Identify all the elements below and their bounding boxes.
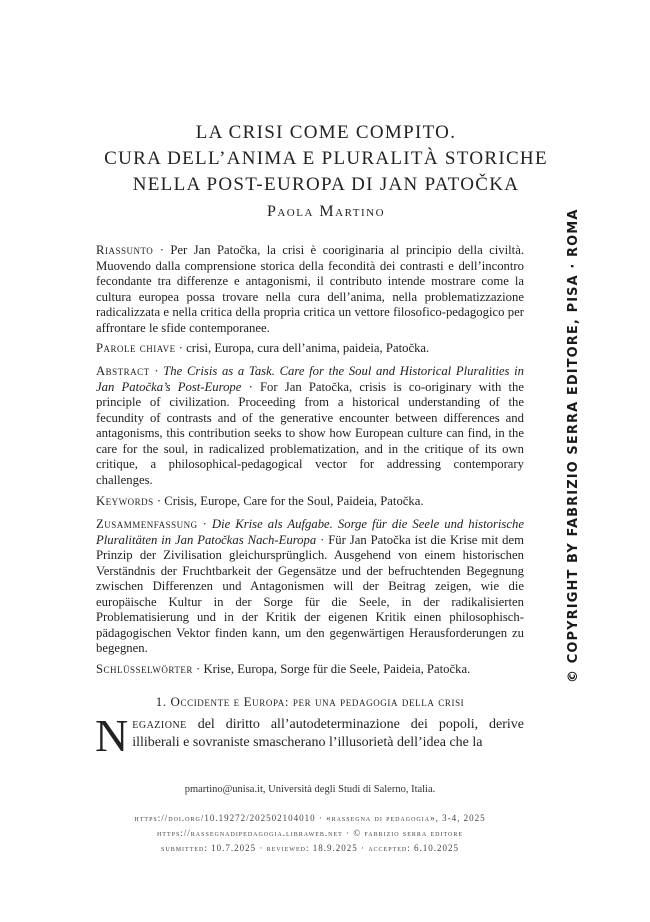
schluesselwoerter-text: Krise, Europa, Sorge für die Seele, Paideia, Patočka. (203, 662, 471, 676)
keywords-separator: · (153, 494, 165, 508)
keywords-text: Crisis, Europe, Care for the Soul, Paideia, Patočka. (164, 494, 424, 508)
copyright-vertical-text: © COPYRIGHT BY FABRIZIO SERRA EDITORE, PISA · ROMA (566, 208, 581, 683)
title-line-3: NELLA POST-EUROPA DI JAN PATOČKA (132, 174, 520, 195)
article-title (60, 120, 592, 198)
author-name: Paola Martino (266, 203, 386, 220)
zusammenfassung-label: Zusammenfassung (96, 517, 198, 531)
zusammenfassung-separator: · (197, 517, 212, 531)
riassunto-label: Riassunto (96, 243, 154, 257)
riassunto-text: Per Jan Patočka, la crisi è cooriginaria al principio della civiltà. Muovendo dalla comprensione storica della fecondità dei contrasti e dell’incontro fecondante tra differenze e antagonismi, il contributo intende mostrare come la cultura europea possa trovare nella cura dell’anima, nella problematizzazione radicalizzata e nella critica della propria critica un vettore filosofico-pedagogico per affrontare le sfide contemporanee. (96, 243, 524, 335)
abstract-text: For Jan Patočka, crisis is co-originary with the principle of civilization. Proceeding from a historical understanding of the fecundity of contrasts and of the generative encounter between differences and antagonisms, this contribution seeks to show how European culture can find, in the care for the soul, in radicalized problematization, and in the critique of its own critique, a philosophical-pedagogical vector for addressing contemporary challenges. (96, 379, 524, 487)
zusammenfassung-title: Die Krise als Aufgabe. Sorge für die Seele und historische Pluralitäten in Jan Patočkas Nach-Europa (96, 517, 524, 547)
zusammenfassung-text: Für Jan Patočka ist die Krise mit dem Prinzip der Zivilisation gleichursprünglich. Ausgehend von einem historischen Verständnis der Fruchtbarkeit der Gegensätze und der befruchtenden Begegnung zwischen Differenzen und Antagonismen will der Beitrag zeigen, wie die europäische Kultur in der Sorge für die Seele, in der radikalisierten Problematisierung und in der Kritik der eigenen Kritik einen philosophisch-pädagogischen Vektor finden kann, um den gegenwärtigen Herausforderungen zu begegnen. (96, 532, 524, 655)
parole-chiave-paragraph (96, 341, 524, 357)
schluesselwoerter-label: Schlüsselwörter (96, 662, 193, 676)
drop-cap: N (95, 710, 129, 761)
author-affiliation-footnote: pmartino@unisa.it, Università degli Studi di Salerno, Italia. (184, 784, 436, 795)
keywords-label: Keywords (96, 494, 154, 508)
title-line-1: LA CRISI COME COMPITO. (195, 122, 457, 143)
website-publisher-line: https://rassegnadipedagogia.libraweb.net · © fabrizio serra editore (156, 828, 464, 838)
keywords-paragraph (96, 494, 524, 510)
parole-chiave-label: Parole chiave (96, 341, 176, 355)
abstract-title: The Crisis as a Task. Care for the Soul and Historical Pluralities in Jan Patočka’s Post-Europe (96, 364, 524, 394)
body-paragraph (95, 710, 524, 761)
title-line-2: CURA DELL’ANIMA E PLURALITÀ STORICHE (104, 148, 548, 169)
schluesselwoerter-separator: · (192, 662, 204, 676)
section-heading: 1. Occidente e Europa: per una pedagogia della crisi (155, 694, 465, 709)
zusammenfassung-paragraph (96, 517, 524, 657)
doi-journal-line: https://doi.org/10.19272/202502104010 · «rassegna di pedagogia», 3-4, 2025 (134, 813, 486, 823)
parole-chiave-separator: · (175, 341, 187, 355)
schluesselwoerter-paragraph (96, 662, 524, 678)
submission-dates-line: submitted: 10.7.2025 · reviewed: 18.9.2025 · accepted: 6.10.2025 (161, 843, 459, 853)
zusammenfassung-separator-2: · (316, 532, 329, 547)
body-smallcaps-word: egazione (132, 717, 187, 732)
riassunto-separator: · (153, 243, 171, 257)
abstract-label: Abstract (96, 364, 150, 378)
abstract-paragraph (96, 364, 524, 488)
abstract-separator: · (149, 364, 164, 378)
body-text: del diritto all’autodeterminazione dei popoli, derive illiberali e sovraniste smascherano l’illusorietà dell’idea che la (132, 717, 524, 750)
riassunto-paragraph (96, 243, 524, 336)
abstract-separator-2: · (241, 379, 260, 394)
parole-chiave-text: crisi, Europa, cura dell’anima, paideia, Patočka. (186, 341, 430, 355)
